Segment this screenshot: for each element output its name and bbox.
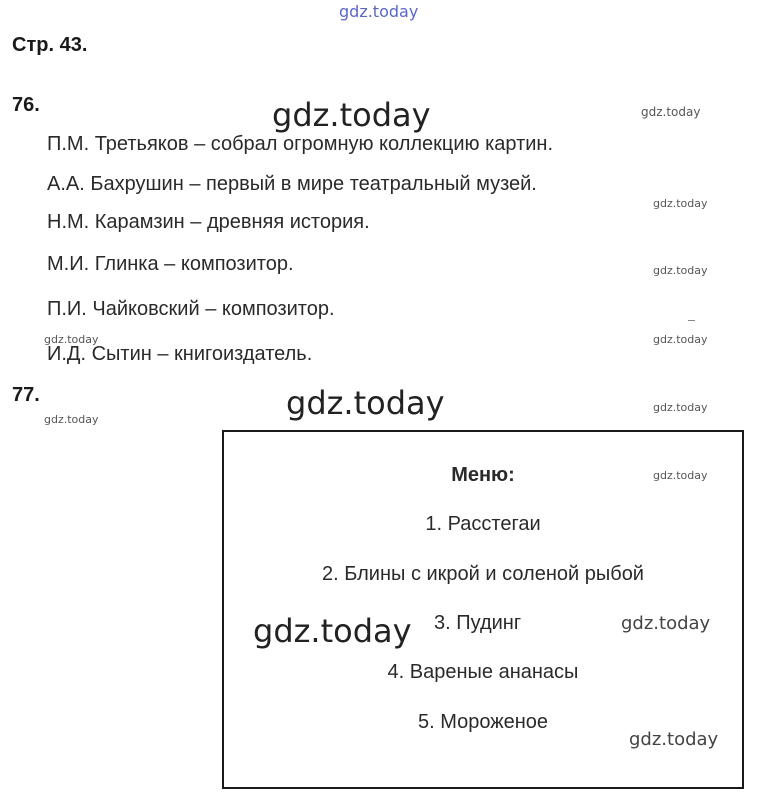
menu-item: 3. Пудинг: [434, 612, 522, 634]
task-77-number: 77.: [12, 384, 40, 406]
watermark-small: gdz.today: [653, 264, 708, 277]
watermark-large: gdz.today: [286, 384, 445, 422]
task-76-line: И.Д. Сытин – книгоиздатель.: [47, 343, 313, 365]
menu-item: 5. Мороженое: [417, 711, 549, 733]
watermark-top: gdz.today: [339, 2, 419, 21]
page-label: Стр. 43.: [12, 34, 88, 56]
watermark-small: gdz.today: [641, 105, 701, 119]
task-76-line: А.А. Бахрушин – первый в мире театральный музей.: [47, 173, 537, 195]
task-76-number: 76.: [12, 94, 40, 116]
stray-dash: [688, 320, 695, 321]
task-76-line: Н.М. Карамзин – древняя история.: [47, 211, 370, 233]
menu-item: 4. Вареные ананасы: [387, 661, 579, 683]
menu-title: Меню:: [451, 464, 515, 486]
watermark-small: gdz.today: [653, 333, 708, 346]
task-76-line: П.И. Чайковский – композитор.: [47, 298, 335, 320]
watermark-medium: gdz.today: [621, 613, 711, 634]
task-76-line: П.М. Третьяков – собрал огромную коллекцию картин.: [47, 133, 554, 155]
watermark-small: gdz.today: [653, 197, 708, 210]
watermark-small: gdz.today: [44, 413, 99, 426]
watermark-small: gdz.today: [653, 401, 708, 414]
task-76-line: М.И. Глинка – композитор.: [47, 253, 294, 275]
watermark-small: gdz.today: [44, 333, 99, 346]
menu-item: 1. Расстегаи: [425, 513, 541, 535]
menu-item: 2. Блины с икрой и соленой рыбой: [322, 563, 644, 585]
watermark-medium: gdz.today: [629, 729, 719, 750]
watermark-large: gdz.today: [272, 96, 431, 134]
watermark-large: gdz.today: [253, 612, 412, 650]
watermark-small: gdz.today: [653, 469, 708, 482]
